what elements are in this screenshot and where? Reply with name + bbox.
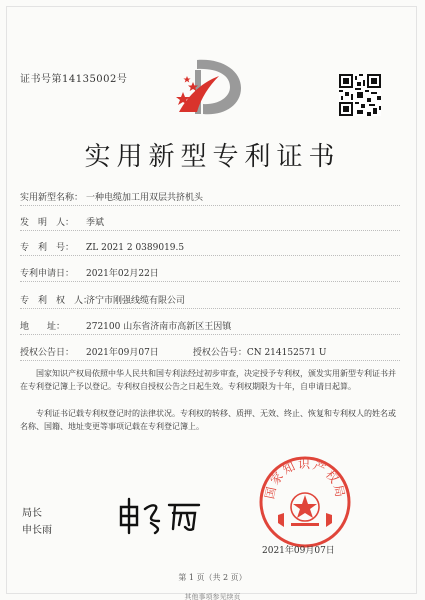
field-label: 地 址： xyxy=(20,322,66,332)
grant-date-value: 2021年09月07日 xyxy=(86,348,159,358)
signatory-name: 申长雨 xyxy=(22,525,52,536)
divider xyxy=(20,205,400,206)
divider xyxy=(20,281,400,282)
signatory-title: 局长 xyxy=(22,508,42,519)
certificate-number: 证书号第14135002号 xyxy=(20,74,128,85)
divider xyxy=(20,230,400,231)
field-value: 272100 山东省济南市高新区王因镇 xyxy=(86,322,232,332)
field-label: 专 利 权 人： xyxy=(20,296,93,306)
grant-date-label: 授权公告日： xyxy=(20,348,75,358)
field-value: 2021年02月22日 xyxy=(86,269,159,279)
field-label: 实用新型名称： xyxy=(20,193,84,203)
divider xyxy=(20,334,400,335)
divider xyxy=(20,308,400,309)
field-label: 专利申请日： xyxy=(20,269,75,279)
field-patentee xyxy=(20,293,185,306)
legal-status-paragraph: 专利证书记载专利权登记时的法律状况。专利权的转移、质押、无效、终止、恢复和专利权人的姓名或名称、国籍、地址变更等事项记载在专利登记簿上。 xyxy=(20,409,396,431)
field-label: 专 利 号： xyxy=(20,243,75,253)
divider xyxy=(20,255,400,256)
field-value: 济宁市刚强线缆有限公司 xyxy=(86,296,186,306)
cnipa-logo-icon xyxy=(175,54,247,120)
field-utility-model-name xyxy=(20,190,203,203)
cnipa-seal-icon xyxy=(258,455,352,549)
certificate-title: 实用新型专利证书 xyxy=(84,142,341,172)
grant-dates-row xyxy=(20,345,326,358)
field-patent-number xyxy=(20,240,184,253)
publication-number-value: CN 214152571 U xyxy=(246,348,327,358)
grant-statement-paragraph: 国家知识产权局依照中华人民共和国专利法经过初步审查，决定授予专利权，颁发实用新型专利证书并在专利登记簿上予以登记。专利权自授权公告之日起生效。专利权期限为十年，自申请日起算。 xyxy=(20,369,396,391)
field-value: ZL 2021 2 0389019.5 xyxy=(86,243,185,253)
seal-date: 2021年09月07日 xyxy=(262,546,335,556)
publication-number-label: 授权公告号： xyxy=(192,348,247,358)
field-inventor xyxy=(20,215,104,228)
signatory-block xyxy=(22,505,52,539)
field-value: 季斌 xyxy=(86,218,105,228)
svg-text:国家知识产权局: 国家知识产权局 xyxy=(262,457,348,501)
field-application-date xyxy=(20,266,159,279)
field-address xyxy=(20,319,231,332)
divider xyxy=(20,360,400,361)
page-indicator: 第 1 页（共 2 页） xyxy=(178,573,247,582)
footer-note: 其他事项参见续页 xyxy=(184,593,241,600)
qr-code-icon xyxy=(339,74,381,116)
handwritten-signature-icon xyxy=(115,495,205,535)
field-value: 一种电缆加工用双层共挤机头 xyxy=(86,193,204,203)
field-label: 发 明 人： xyxy=(20,218,75,228)
